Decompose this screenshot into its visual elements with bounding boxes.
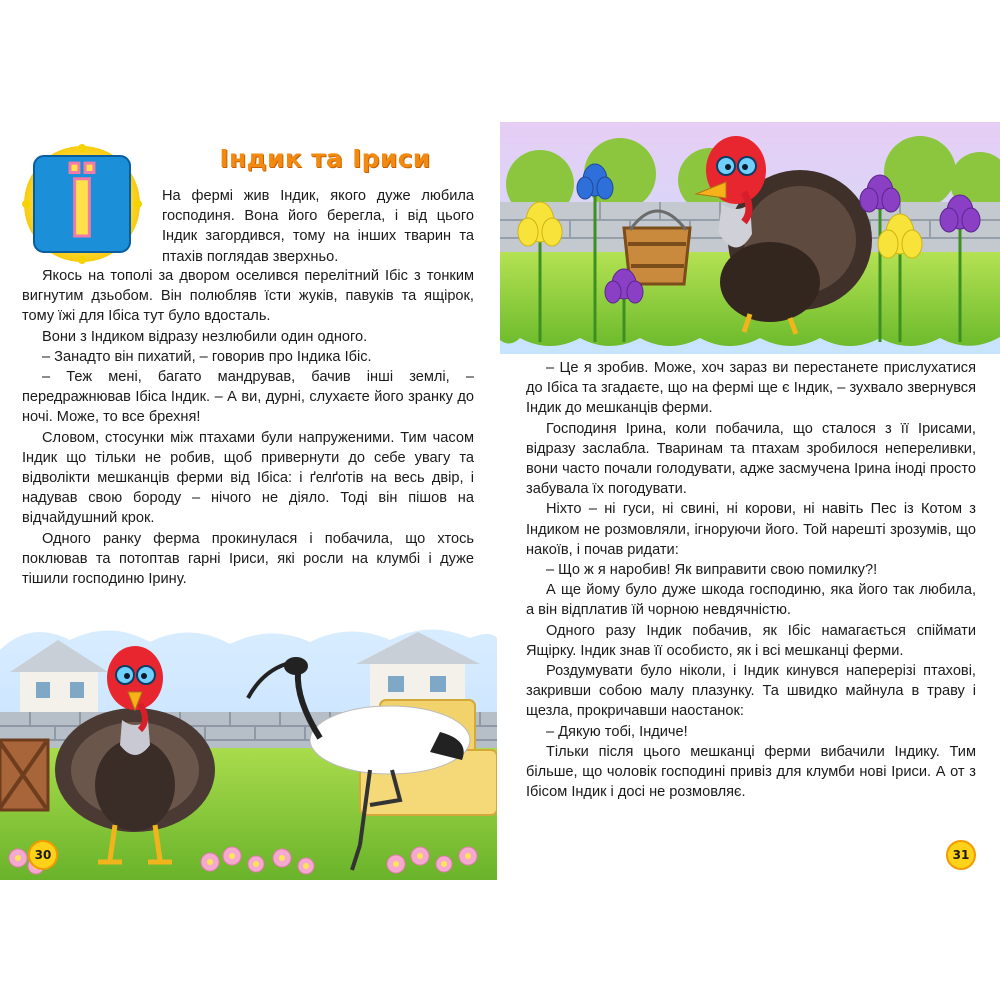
paragraph: – Дякую тобі, Індиче!: [546, 723, 688, 740]
paragraph: – Це я зробив. Може, хоч зараз ви перестанете прислухатися до Ібіса та згадаєте, що на фермі ще є Індик, – зухвало звернувся Індик до мешканців ферми.: [526, 360, 976, 417]
paragraph: Ніхто – ні гуси, ні свині, ні корови, ні навіть Пес із Котом з Індиком не розмовляли, ігноруючи його. Той нарешті зрозумів, що накоїв, і почав ридати:: [526, 501, 976, 558]
paragraph: Тільки після цього мешканці ферми вибачили Індику. Тим більше, що чоловік господині привіз для клумби нові Іриси. А от з Ібісом Індик і досі не розмовляє.: [526, 743, 976, 801]
paragraph: – Занадто він пихатий, – говорив про Індика Ібіс.: [42, 348, 372, 365]
paragraph: Якось на тополі за двором оселився перелітний Ібіс з тонким вигнутим дзьобом. Він полюбляв їсти жуків, павуків та ящірок, тому їжі для Ібіса тут було вдосталь.: [22, 268, 474, 325]
farmyard-illustration: [0, 620, 497, 880]
paragraph: Словом, стосунки між птахами були напруженими. Тим часом Індик що тільки не робив, щоб привернути до себе увагу та відволікти мешканців ферми від Ібіса: і ґелґотів на весь двір, і надував свою бороду – нічого не діяло. Тоді він пішов на відчайдушний крок.: [22, 429, 474, 527]
iris-garden-illustration: [500, 122, 1000, 354]
paragraph: – Що ж я наробив! Як виправити свою помилку?!: [546, 562, 878, 579]
page-number-left: 30: [28, 840, 58, 870]
left-column-text: [22, 266, 474, 589]
paragraph: А ще йому було дуже шкода господиню, яка його так любила, а він відплатив їй чорною невдячністю.: [526, 582, 976, 619]
paragraph: Одного ранку ферма прокинулася і побачила, що хтось поклював та потоптав гарні Іриси, які росли на клумбі і дуже тішили господиню Ірину.: [22, 530, 474, 588]
paragraph: Роздумувати було ніколи, і Індик кинувся наперерізі птахові, закривши собою малу плазунку. Та швидко майнула в траву і щезла, прокричавши наостанок:: [526, 663, 976, 720]
paragraph: Одного разу Індик побачив, як Ібіс намагається спіймати Ящірку. Індик знав її особисто, як і всі мешканці ферми.: [526, 622, 976, 659]
paragraph: Вони з Індиком відразу незлюбили один одного.: [42, 328, 368, 345]
story-title: Індик та Іриси: [219, 144, 431, 173]
left-page: [0, 122, 497, 880]
right-page: [500, 122, 1000, 880]
page-number-right: 31: [946, 840, 976, 870]
dropcap-letter: [22, 144, 142, 264]
intro-text: [162, 186, 474, 267]
dropcap-text: Ї: [67, 165, 97, 255]
crate: [0, 740, 48, 810]
paragraph: – Теж мені, багато мандрував, бачив інші землі, – передражнював Ібіса Індик. – А ви, дурні, слухаєте його зранку до ночі. Може, то все брехня!: [22, 369, 474, 426]
paragraph: Господиня Ірина, коли побачила, що сталося з її Ірисами, відразу заслабла. Тваринам та птахам зробилося непереливки, вони часто почали голодувати, адже засмучена Ірина іноді просто забувала їх погодувати.: [526, 420, 976, 498]
right-column-text: [526, 358, 976, 802]
intro-paragraph: На фермі жив Індик, якого дуже любила господиня. Вона його берегла, і від цього Індик загордився, тому на інших тварин та птахів поглядав зверхньо.: [162, 188, 474, 265]
